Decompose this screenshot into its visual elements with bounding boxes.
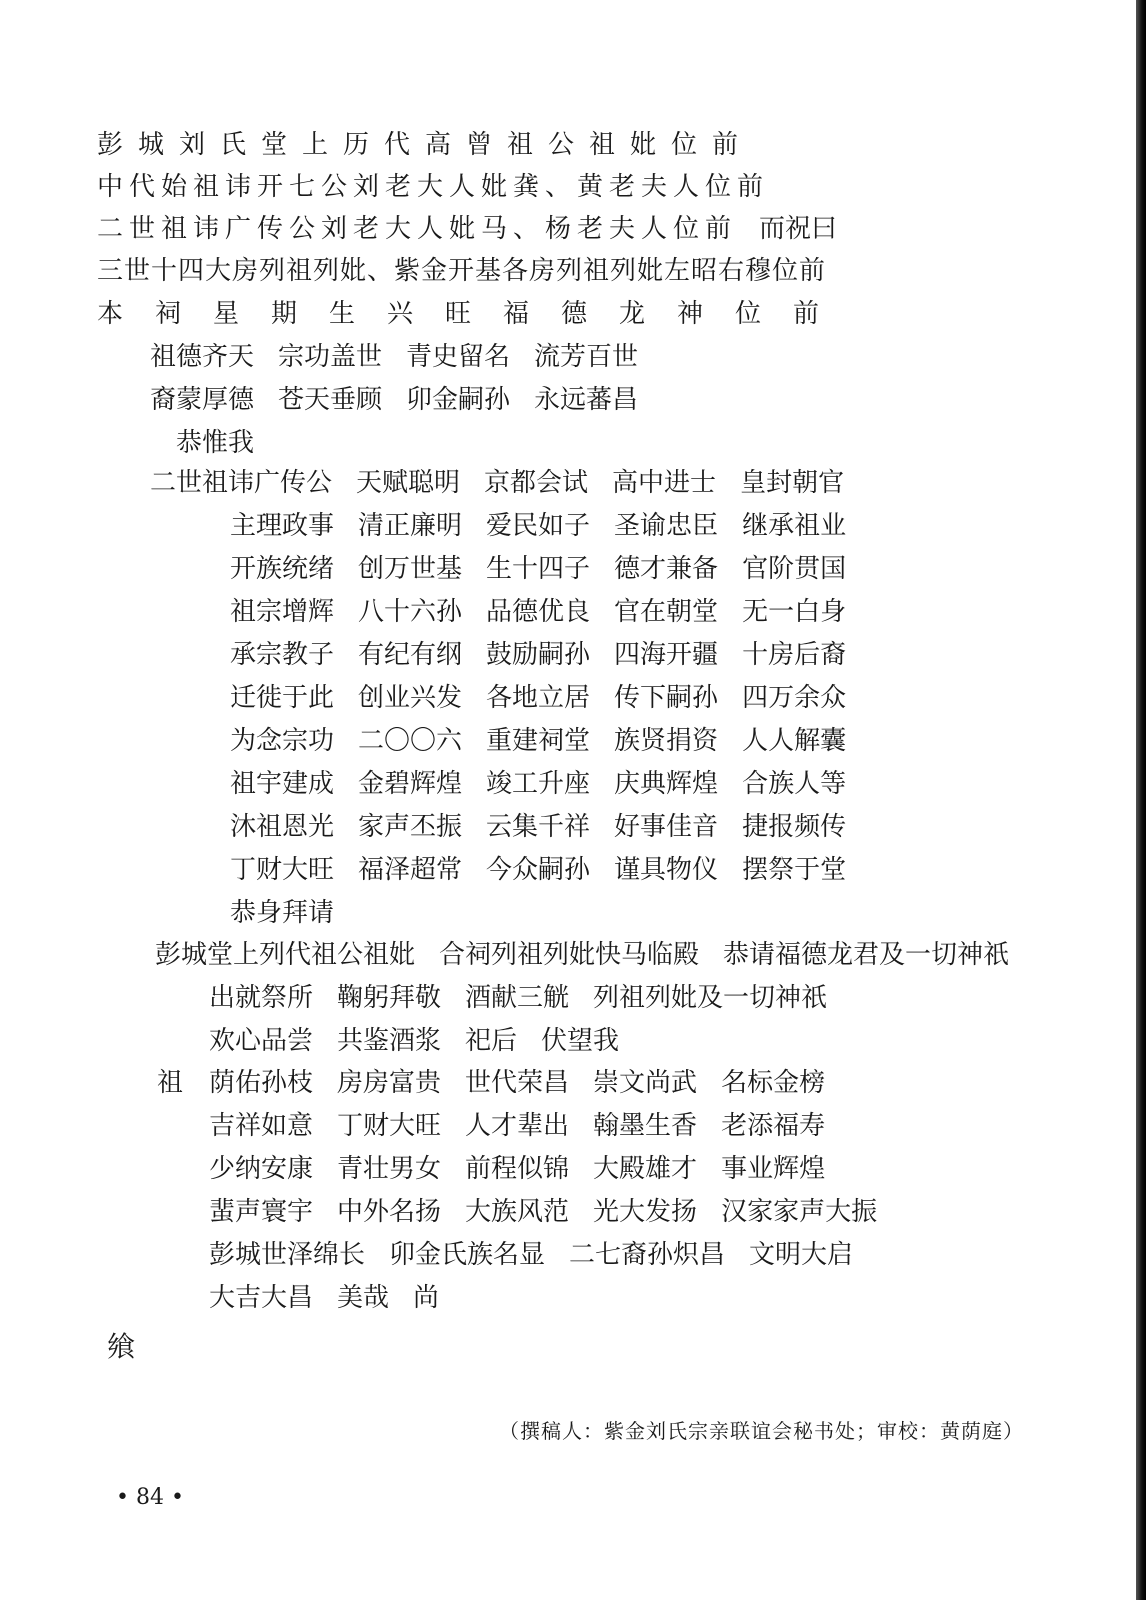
invite-line-3 xyxy=(209,1026,643,1056)
phrase: 京都会试 xyxy=(484,468,589,498)
verse2-line-9 xyxy=(230,812,870,842)
phrase: 青史留名 xyxy=(406,342,511,372)
invocation-line-3-suffix: 而祝曰 xyxy=(759,214,838,244)
invocation-line-4: 三世十四大房列祖列妣、紫金开基各房列祖列妣左昭右穆位前 xyxy=(97,256,827,286)
phrase: 二〇〇六 xyxy=(358,726,463,756)
phrase: 裔蒙厚德 xyxy=(150,385,255,415)
phrase: 世代荣昌 xyxy=(465,1068,570,1098)
phrase: 祀后 xyxy=(465,1026,518,1056)
verse3-line-4 xyxy=(209,1197,877,1227)
verse2-line-2 xyxy=(230,511,870,541)
phrase: 庆典辉煌 xyxy=(614,769,719,799)
phrase: 沐祖恩光 xyxy=(230,812,335,842)
phrase: 为念宗功 xyxy=(230,726,335,756)
phrase: 大吉大昌 xyxy=(209,1283,314,1313)
phrase: 共鉴酒浆 xyxy=(337,1026,442,1056)
phrase: 四海开疆 xyxy=(614,640,719,670)
invocation-line-3 xyxy=(97,214,837,244)
phrase: 祖德齐天 xyxy=(150,342,255,372)
phrase: 二七裔孙炽昌 xyxy=(569,1240,726,1270)
phrase: 名标金榜 xyxy=(721,1068,826,1098)
phrase: 青壮男女 xyxy=(337,1154,442,1184)
phrase: 欢心品尝 xyxy=(209,1026,314,1056)
phrase: 彭城堂上列代祖公祖妣 xyxy=(155,940,416,970)
phrase: 传下嗣孙 xyxy=(614,683,719,713)
scan-edge-shadow xyxy=(1136,0,1146,1600)
invocation-line-1: 彭城刘氏堂上历代高曾祖公祖妣位前 xyxy=(97,130,754,160)
phrase: 合祠列祖列妣快马临殿 xyxy=(439,940,700,970)
phrase: 人才辈出 xyxy=(465,1111,570,1141)
phrase: 各地立居 xyxy=(486,683,591,713)
credit-note: （撰稿人：紫金刘氏宗亲联谊会秘书处；审校：黄荫庭） xyxy=(499,1419,1024,1443)
verse3-line-1 xyxy=(209,1068,849,1098)
phrase: 重建祠堂 xyxy=(486,726,591,756)
phrase: 福泽超常 xyxy=(358,855,463,885)
phrase: 卯金氏族名显 xyxy=(389,1240,546,1270)
phrase: 爱民如子 xyxy=(486,511,591,541)
phrase: 出就祭所 xyxy=(209,983,314,1013)
phrase: 生十四子 xyxy=(486,554,591,584)
verse3-line-3 xyxy=(209,1154,849,1184)
phrase: 开族统绪 xyxy=(230,554,335,584)
phrase: 老添福寿 xyxy=(721,1111,826,1141)
phrase: 金碧辉煌 xyxy=(358,769,463,799)
phrase: 天赋聪明 xyxy=(356,468,461,498)
phrase: 彭城世泽绵长 xyxy=(209,1240,366,1270)
phrase: 房房富贵 xyxy=(337,1068,442,1098)
phrase: 四万余众 xyxy=(742,683,847,713)
verse2-line-4 xyxy=(230,597,870,627)
phrase: 吉祥如意 xyxy=(209,1111,314,1141)
phrase: 摆祭于堂 xyxy=(742,855,847,885)
phrase: 中外名扬 xyxy=(337,1197,442,1227)
phrase: 品德优良 xyxy=(486,597,591,627)
phrase: 创万世基 xyxy=(358,554,463,584)
verse1-line-1 xyxy=(150,342,662,372)
phrase: 少纳安康 xyxy=(209,1154,314,1184)
phrase: 皇封朝官 xyxy=(740,468,845,498)
phrase: 十房后裔 xyxy=(742,640,847,670)
phrase: 卯金嗣孙 xyxy=(406,385,511,415)
phrase: 祖宗增辉 xyxy=(230,597,335,627)
phrase: 汉家家声大振 xyxy=(721,1197,878,1227)
phrase: 有纪有纲 xyxy=(358,640,463,670)
phrase: 竣工升座 xyxy=(486,769,591,799)
phrase: 好事佳音 xyxy=(614,812,719,842)
phrase: 列祖列妣及一切神祇 xyxy=(593,983,828,1013)
phrase: 前程似锦 xyxy=(465,1154,570,1184)
phrase: 荫佑孙枝 xyxy=(209,1068,314,1098)
phrase: 无一白身 xyxy=(742,597,847,627)
phrase: 创业兴发 xyxy=(358,683,463,713)
verse2-line-6 xyxy=(230,683,870,713)
phrase: 迁徙于此 xyxy=(230,683,335,713)
phrase: 崇文尚武 xyxy=(593,1068,698,1098)
phrase: 伏望我 xyxy=(541,1026,620,1056)
verse2-lead: 二世祖讳广传公 xyxy=(150,468,333,498)
phrase: 圣谕忠臣 xyxy=(614,511,719,541)
phrase: 继承祖业 xyxy=(742,511,847,541)
phrase: 清正廉明 xyxy=(358,511,463,541)
verse3-line-5 xyxy=(209,1240,877,1270)
verse2-line-5 xyxy=(230,640,870,670)
phrase: 流芳百世 xyxy=(534,342,639,372)
verse1-line-2 xyxy=(150,385,662,415)
phrase: 云集千祥 xyxy=(486,812,591,842)
phrase: 大殿雄才 xyxy=(593,1154,698,1184)
phrase: 八十六孙 xyxy=(358,597,463,627)
phrase: 祖宇建成 xyxy=(230,769,335,799)
zu-character: 祖 xyxy=(157,1068,184,1098)
phrase: 事业辉煌 xyxy=(721,1154,826,1184)
verse2-line-3 xyxy=(230,554,870,584)
phrase: 族贤捐资 xyxy=(614,726,719,756)
phrase: 主理政事 xyxy=(230,511,335,541)
phrase: 丁财大旺 xyxy=(337,1111,442,1141)
phrase: 高中进士 xyxy=(612,468,717,498)
phrase: 人人解囊 xyxy=(742,726,847,756)
invite-line-1 xyxy=(155,940,1009,970)
phrase: 大族风范 xyxy=(465,1197,570,1227)
verse3-line-6 xyxy=(209,1283,463,1313)
invocation-line-5: 本祠星期生兴旺福德龙神位前 xyxy=(97,299,852,329)
phrase: 恭请福德龙君及一切神祇 xyxy=(723,940,1010,970)
phrase: 永远蕃昌 xyxy=(534,385,639,415)
phrase: 苍天垂顾 xyxy=(278,385,383,415)
phrase: 承宗教子 xyxy=(230,640,335,670)
phrase: 文明大启 xyxy=(749,1240,854,1270)
phrase: 翰墨生香 xyxy=(593,1111,698,1141)
phrase: 鞠躬拜敬 xyxy=(337,983,442,1013)
phrase: 丁财大旺 xyxy=(230,855,335,885)
phrase: 家声丕振 xyxy=(358,812,463,842)
invite-line-2 xyxy=(209,983,851,1013)
verse2-line-8 xyxy=(230,769,870,799)
verse3-line-2 xyxy=(209,1111,849,1141)
phrase: 捷报频传 xyxy=(742,812,847,842)
phrase: 光大发扬 xyxy=(593,1197,698,1227)
phrase: 宗功盖世 xyxy=(278,342,383,372)
verse2-line-1 xyxy=(150,468,868,498)
phrase: 尚 xyxy=(413,1283,440,1313)
phrase: 酒献三觥 xyxy=(465,983,570,1013)
phrase: 官在朝堂 xyxy=(614,597,719,627)
phrase: 蜚声寰宇 xyxy=(209,1197,314,1227)
phrase: 谨具物仪 xyxy=(614,855,719,885)
gongwei-line: 恭惟我 xyxy=(176,428,255,458)
phrase: 德才兼备 xyxy=(614,554,719,584)
verse2-line-10 xyxy=(230,855,870,885)
gongshen-line: 恭身拜请 xyxy=(230,898,335,928)
invocation-line-2: 中代始祖讳开七公刘老大人妣龚、黄老夫人位前 xyxy=(97,172,770,202)
phrase: 今众嗣孙 xyxy=(486,855,591,885)
invocation-line-3-text: 二世祖讳广传公刘老大人妣马、杨老夫人位前 xyxy=(97,214,738,244)
phrase: 美哉 xyxy=(337,1283,390,1313)
xiang-character: 飨 xyxy=(107,1330,136,1363)
phrase: 官阶贯国 xyxy=(742,554,847,584)
page-number: • 84 • xyxy=(116,1485,184,1510)
verse2-line-7 xyxy=(230,726,870,756)
phrase: 鼓励嗣孙 xyxy=(486,640,591,670)
phrase: 合族人等 xyxy=(742,769,847,799)
